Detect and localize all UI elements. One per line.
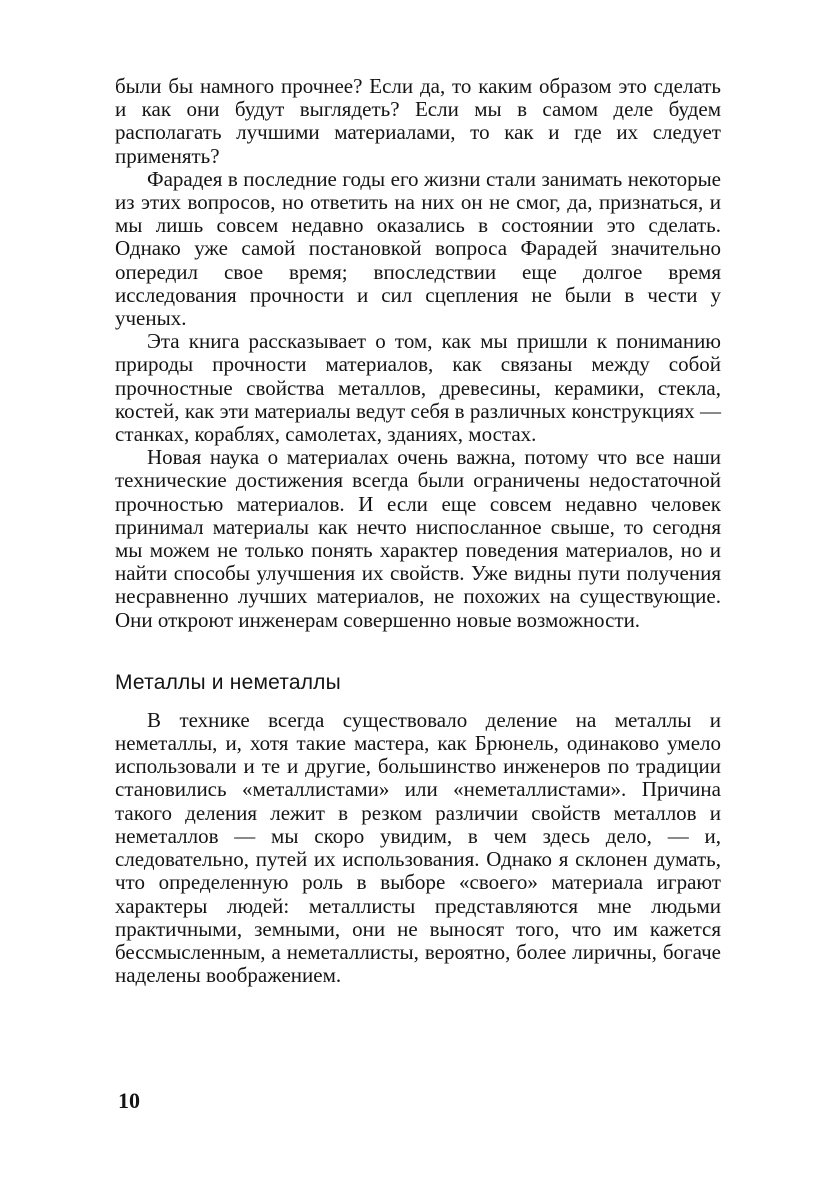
paragraph-faraday: Фарадея в последние годы его жизни стали занимать некоторые из этих вопросов, но ответить на них он не смог, да, признаться, и мы лишь совсем недавно оказались в состоянии это сделать. Однако уже самой постановкой вопроса Фарадей значительно опередил свое время; впоследствии еще долгое время исследования прочности и сил сцепления не были в чести у ученых. [115,166,721,331]
page-body [115,75,721,987]
page-number: 10 [118,1088,140,1113]
section-heading: Металлы и неметаллы [115,670,341,694]
paragraph-continuation: были бы намного прочнее? Если да, то каким образом это сделать и как они будут выглядеть? Если мы в самом деле будем располагать лучшими материалами, то как и где их следует применять? [115,74,721,168]
paragraph-new-science: Новая наука о материалах очень важна, потому что все наши технические достижения всегда были ограничены недостаточной прочностью материалов. И если еще совсем недавно человек принимал материалы как нечто ниспосланное свыше, то сегодня мы можем не только понять характер поведения материалов, но и найти способы улучшения их свойств. Уже видны пути получения несравненно лучших материалов, не похожих на существующие. Они откроют инженерам совершенно новые возможности. [115,445,721,632]
paragraph-metals-nonmetals: В технике всегда существовало деление на металлы и неметаллы, и, хотя такие мастера, как Брюнель, одинаково умело использовали и те и другие, большинство инженеров по традиции становились «металлистами» или «неметаллистами». Причина такого деления лежит в резком различии свойств металлов и неметаллов — мы скоро увидим, в чем здесь дело, — и, следовательно, путей их использования. Однако я склонен думать, что определенную роль в выборе «своего» материала играют характеры людей: металлисты представляются мне людьми практичными, земными, они не выносят того, что им кажется бессмысленным, а неметаллисты, вероятно, более лиричны, богаче наделены воображением. [115,707,721,988]
paragraph-book-scope: Эта книга рассказывает о том, как мы пришли к пониманию природы прочности материалов, как связаны между собой прочностные свойства металлов, древесины, керамики, стекла, костей, как эти материалы ведут себя в различных конструкциях — станках, кораблях, самолетах, зданиях, мостах. [115,329,721,447]
